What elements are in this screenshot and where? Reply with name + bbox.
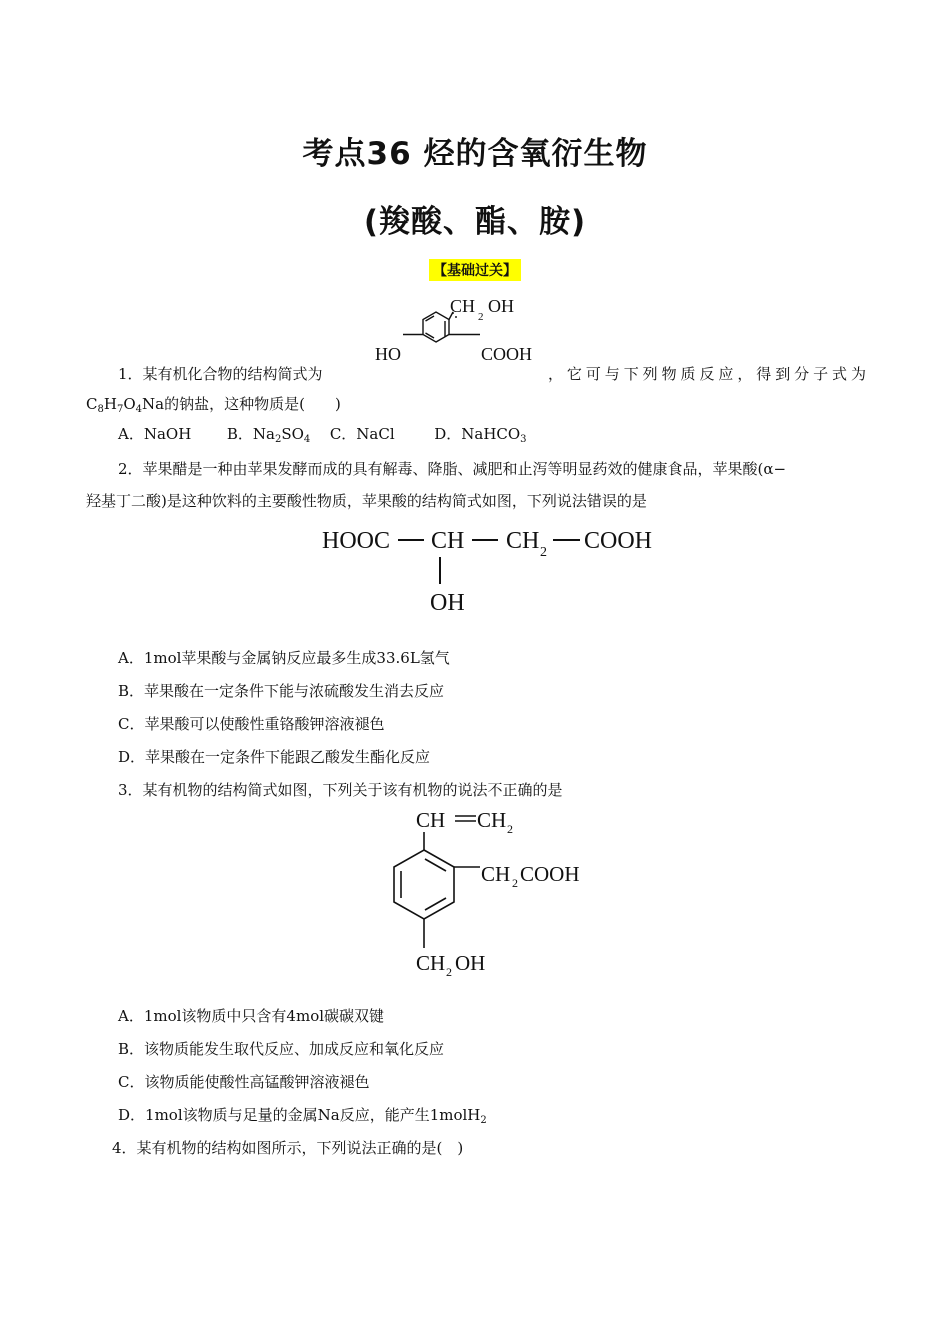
q1-option-a: A．NaOH [118,425,192,443]
q1-stem-line2 [86,394,341,414]
q1-formula-sub-c: 8 [97,404,104,415]
q1-option-c: C．NaCl [329,425,395,443]
q3-option-d [118,1105,487,1125]
q1-formula-sub-h: 7 [116,404,124,415]
q1-formula-sub-o: 4 [135,404,143,415]
q1-struct-top-tail: OH [488,296,514,316]
q3-option-d-sub: 2 [480,1115,487,1126]
q2-struct-hooc: HOOC [322,528,391,554]
page-title: 考点36 烃的含氧衍生物 [302,136,648,172]
q3-option-d-text: D．1mol该物质与足量的金属Na反应，能产生1molH [118,1106,481,1124]
q2-stem-line1: 2．苹果醋是一种由苹果发酵而成的具有解毒、降脂、减肥和止泻等明显药效的健康食品，苹果酸(α− [118,460,787,478]
q3-struct-bottom-sub: 2 [446,965,452,979]
q3-struct-right-ch: CH [481,862,511,886]
q3-option-a: A．1mol该物质中只含有4mol碳碳双键 [118,1007,385,1025]
q2-struct-ch2: CH [506,528,540,554]
q1-struct-left: HO [375,344,401,364]
q2-stem-line2: 羟基丁二酸)是这种饮料的主要酸性物质，苹果酸的结构简式如图，下列说法错误的是 [86,492,647,510]
q1-formula-o: O [123,395,136,413]
q2-option-a: A．1mol苹果酸与金属钠反应最多生成33.6L氢气 [118,649,450,667]
q1-option-d: D．NaHCO$_3$ [434,425,527,445]
q1-struct-right: COOH [481,344,533,364]
q2-option-b: B．苹果酸在一定条件下能与浓硫酸发生消去反应 [118,682,445,700]
q1-options [118,424,527,444]
q3-struct-right-tail: COOH [520,862,580,886]
q3-struct-top-ch: CH [416,808,446,832]
q3-struct-top-ch2: CH [477,808,507,832]
q4-stem: 4．某有机物的结构如图所示，下列说法正确的是( ) [112,1139,464,1157]
q3-option-b: B．该物质能发生取代反应、加成反应和氧化反应 [118,1040,445,1058]
q1-formula-h: H [103,395,117,413]
section-badge-wrap [0,259,950,281]
q3-struct-bottom-ch: CH [416,951,446,975]
q1-struct-top: CH [450,296,476,316]
q1-formula-na: Na [142,395,165,413]
q2-option-c: C．苹果酸可以使酸性重铬酸钾溶液褪色 [118,715,385,733]
q1-stem-end-wrap [548,364,866,384]
q1-stem-end: ，它可与下列物质反应，得到分子式为 [548,365,866,383]
q3-stem: 3．某有机物的结构简式如图，下列关于该有机物的说法不正确的是 [118,781,563,799]
q3-option-c: C．该物质能使酸性高锰酸钾溶液褪色 [118,1073,370,1091]
q2-struct-oh: OH [430,590,465,616]
q2-option-d: D．苹果酸在一定条件下能跟乙酸发生酯化反应 [118,748,431,766]
q1-option-b: B．$Na_2SO_4$ [226,425,311,445]
q2-struct-cooh: COOH [584,528,653,554]
q1-structure [370,290,555,382]
q1-stem-tail: 的钠盐，这种物质是( ) [164,395,341,413]
q3-structure [380,802,605,980]
q1-struct-top-sub: 2 [478,311,484,323]
q3-struct-right-sub: 2 [512,876,518,890]
q3-struct-bottom-tail: OH [455,951,486,975]
q1-stem-start: 1．某有机化合物的结构简式为 [118,365,323,383]
page-subtitle: (羧酸、酯、胺) [363,204,587,240]
q2-structure [318,520,668,620]
section-badge: 【基础过关】 [429,259,521,281]
q1-formula-c: C [86,395,98,413]
q3-struct-top-sub: 2 [507,822,513,836]
q2-struct-ch2-sub: 2 [540,545,547,560]
q2-struct-ch: CH [431,528,465,554]
